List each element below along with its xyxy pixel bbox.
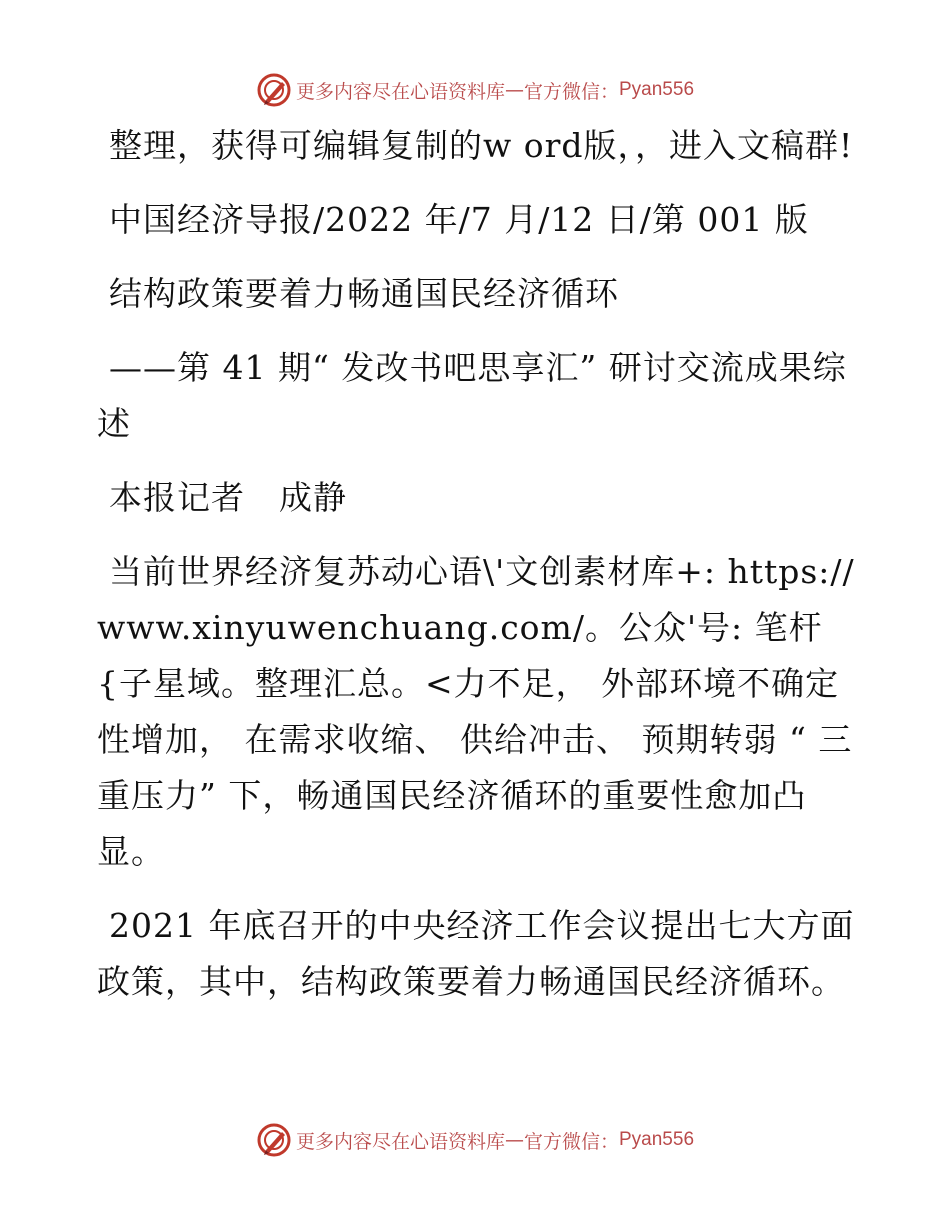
pen-logo-icon <box>256 72 292 108</box>
paragraph-2: 2021 年底召开的中央经济工作会议提出七大方面政策，其中，结构政策要着力畅通国民经济循环。 <box>97 906 855 1001</box>
intro-text: 整理，获得可编辑复制的w ord版，，进入文稿群! <box>109 126 854 165</box>
banner-text: 更多内容尽在心语资料库 <box>295 80 505 103</box>
banner-wechat-label: 官方微信： <box>523 1130 619 1153</box>
banner-text: 更多内容尽在心语资料库 <box>295 1130 505 1153</box>
document-body <box>97 118 857 1028</box>
banner-wechat-label: 官方微信： <box>523 80 619 103</box>
footer-banner[interactable] <box>0 1120 950 1160</box>
banner-wechat-id: Pyan556 <box>619 1129 695 1150</box>
source-line: 中国经济导报/2022 年/7 月/12 日/第 001 版 <box>109 200 809 239</box>
banner-separator: — <box>504 1129 524 1151</box>
article-title: 结构政策要着力畅通国民经济循环 <box>109 274 619 313</box>
byline: 本报记者 成静 <box>109 478 347 517</box>
banner-separator: — <box>504 79 524 101</box>
article-subtitle: ——第 41 期“ 发改书吧思享汇” 研讨交流成果综述 <box>97 348 847 443</box>
header-banner[interactable] <box>0 70 950 110</box>
banner-wechat-id: Pyan556 <box>619 79 695 100</box>
pen-logo-icon <box>256 1122 292 1158</box>
paragraph-1: 当前世界经济复苏动心语\'文创素材库+: https://www.xinyuwenchuang.com/。公众'号: 笔杆{子星域。整理汇总。<力不足， 外部环境不确定性增加， 在需求收缩、 供给冲击、 预期转弱 “ 三重压力” 下，畅通国民经济循环的重要性愈加凸显。 <box>97 552 855 871</box>
